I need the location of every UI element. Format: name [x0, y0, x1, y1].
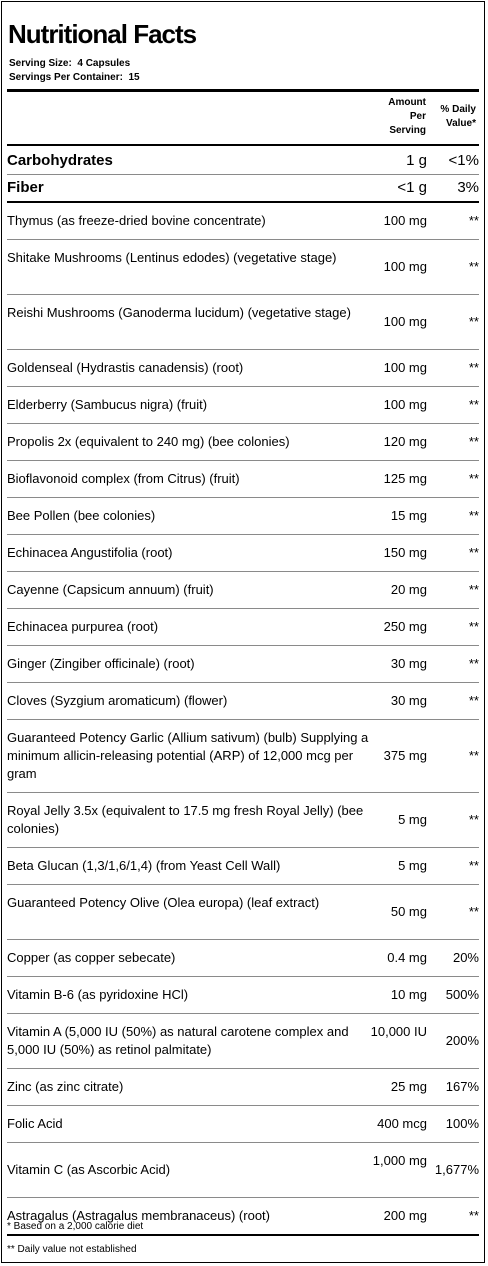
ingredient-row — [7, 295, 479, 349]
macro-row — [7, 148, 479, 174]
nutrient-name: Ginger (Zingiber officinale) (root) — [7, 656, 195, 671]
nutrient-amount: 100 mg — [383, 314, 427, 329]
servings-per-container: Servings Per Container: 15 — [9, 72, 140, 83]
nutrient-amount: 5 mg — [398, 812, 427, 827]
nutrient-daily-value: ** — [468, 748, 479, 763]
nutrient-daily-value: ** — [468, 619, 479, 634]
nutrient-name: Cloves (Syzgium aromaticum) (flower) — [7, 693, 228, 708]
ingredient-row — [7, 387, 479, 423]
nutrient-name: Zinc (as zinc citrate) — [7, 1079, 124, 1094]
nutrient-name: Astragalus (Astragalus membranaceus) (root) — [7, 1208, 270, 1223]
nutrient-name: Carbohydrates — [7, 152, 113, 169]
nutrient-name: Guaranteed Potency Olive (Olea europa) (leaf extract) — [7, 895, 320, 910]
nutrient-name: Goldenseal (Hydrastis canadensis) (root) — [7, 360, 244, 375]
ingredient-row — [7, 940, 479, 976]
nutrient-amount: 100 mg — [383, 259, 427, 274]
nutrient-name: Echinacea Angustifolia (root) — [7, 545, 173, 560]
nutrient-amount: 375 mg — [383, 748, 427, 763]
nutrient-daily-value: 3% — [457, 179, 479, 196]
nutrient-daily-value: ** — [468, 213, 479, 228]
footnote-not-established: ** Daily value not established — [7, 1244, 137, 1255]
ingredient-row — [7, 977, 479, 1013]
nutrient-amount: 100 mg — [383, 360, 427, 375]
ingredient-row — [7, 240, 479, 294]
nutrient-amount: <1 g — [397, 179, 427, 196]
nutrient-name: Folic Acid — [7, 1116, 63, 1131]
nutrient-name: Echinacea purpurea (root) — [7, 619, 159, 634]
nutrient-name: Thymus (as freeze-dried bovine concentrate) — [7, 213, 266, 228]
nutrient-daily-value: ** — [468, 397, 479, 412]
nutrient-name: Bioflavonoid complex (from Citrus) (fruit) — [7, 471, 240, 486]
nutrient-amount: 30 mg — [390, 656, 427, 671]
nutrient-name: Propolis 2x (equivalent to 240 mg) (bee colonies) — [7, 434, 290, 449]
nutrient-name: Royal Jelly 3.5x (equivalent to 17.5 mg fresh Royal Jelly) (bee colonies) — [7, 803, 364, 836]
nutrient-daily-value: ** — [468, 582, 479, 597]
nutrient-daily-value: 100% — [445, 1116, 479, 1131]
ingredient-row — [7, 350, 479, 386]
ingredient-row — [7, 848, 479, 884]
nutrient-name: Elderberry (Sambucus nigra) (fruit) — [7, 397, 208, 412]
ingredient-row — [7, 203, 479, 239]
ingredient-row — [7, 1143, 479, 1197]
nutrient-daily-value: ** — [468, 259, 479, 274]
nutrient-daily-value: 200% — [445, 1033, 479, 1048]
nutrient-name: Shitake Mushrooms (Lentinus edodes) (vegetative stage) — [7, 250, 337, 265]
ingredient-row — [7, 793, 479, 847]
macro-row — [7, 175, 479, 201]
nutrient-daily-value: ** — [468, 360, 479, 375]
nutrient-amount: 0.4 mg — [387, 950, 427, 965]
nutrient-amount: 25 mg — [390, 1079, 427, 1094]
row-divider — [7, 1234, 479, 1236]
nutrient-daily-value: ** — [468, 545, 479, 560]
nutrient-daily-value: ** — [468, 904, 479, 919]
nutrient-amount: 50 mg — [390, 904, 427, 919]
ingredient-row — [7, 535, 479, 571]
ingredient-row — [7, 1014, 479, 1068]
nutrient-amount: 250 mg — [383, 619, 427, 634]
ingredient-row — [7, 461, 479, 497]
ingredient-row — [7, 572, 479, 608]
nutrient-amount: 10 mg — [390, 987, 427, 1002]
nutrient-amount: 200 mg — [383, 1208, 427, 1223]
nutrient-daily-value: 500% — [445, 987, 479, 1002]
nutrient-name: Vitamin C (as Ascorbic Acid) — [7, 1162, 171, 1177]
nutrient-daily-value: 20% — [452, 950, 479, 965]
ingredient-row — [7, 885, 479, 939]
nutrient-daily-value: ** — [468, 508, 479, 523]
nutrient-daily-value: ** — [468, 693, 479, 708]
nutrient-amount: 1 g — [406, 152, 427, 169]
nutrient-amount: 100 mg — [383, 213, 427, 228]
nutrient-amount: 5 mg — [398, 858, 427, 873]
nutrient-daily-value: 167% — [445, 1079, 479, 1094]
header-daily-value: % Daily Value* — [440, 104, 476, 129]
nutrient-daily-value: ** — [468, 471, 479, 486]
nutrient-amount: 20 mg — [390, 582, 427, 597]
divider-header — [7, 144, 479, 146]
nutrient-daily-value: ** — [468, 656, 479, 671]
footnote-calorie: * Based on a 2,000 calorie diet — [7, 1221, 144, 1232]
ingredient-row — [7, 1106, 479, 1142]
panel-title: Nutritional Facts — [8, 19, 197, 49]
ingredient-row — [7, 720, 479, 792]
nutrient-name: Beta Glucan (1,3/1,6/1,4) (from Yeast Cell Wall) — [7, 858, 281, 873]
ingredient-row — [7, 1069, 479, 1105]
nutrient-daily-value: ** — [468, 812, 479, 827]
nutrient-name: Cayenne (Capsicum annuum) (fruit) — [7, 582, 214, 597]
nutrient-name: Vitamin A (5,000 IU (50%) as natural carotene complex and 5,000 IU (50%) as retinol palmitate) — [7, 1024, 349, 1057]
nutrient-daily-value: ** — [468, 858, 479, 873]
nutrient-name: Bee Pollen (bee colonies) — [7, 508, 156, 523]
nutrient-name: Copper (as copper sebecate) — [7, 950, 176, 965]
nutrient-amount: 10,000 IU — [370, 1024, 427, 1039]
serving-size: Serving Size: 4 Capsules — [9, 58, 131, 69]
nutrient-daily-value: <1% — [448, 152, 479, 169]
nutrient-amount: 15 mg — [390, 508, 427, 523]
nutrition-facts-panel — [1, 1, 485, 1263]
divider-thick — [7, 89, 479, 92]
nutrient-amount: 400 mcg — [377, 1116, 427, 1131]
header-amount-per-serving: Amount Per Serving — [388, 97, 426, 136]
ingredient-row — [7, 424, 479, 460]
nutrient-daily-value: ** — [468, 434, 479, 449]
nutrient-daily-value: ** — [468, 314, 479, 329]
ingredient-row — [7, 683, 479, 719]
ingredient-row — [7, 646, 479, 682]
nutrient-name: Reishi Mushrooms (Ganoderma lucidum) (vegetative stage) — [7, 305, 351, 320]
nutrient-daily-value: ** — [468, 1208, 479, 1223]
nutrient-amount: 150 mg — [383, 545, 427, 560]
ingredient-row — [7, 498, 479, 534]
ingredient-row — [7, 609, 479, 645]
nutrient-daily-value: 1,677% — [434, 1162, 479, 1177]
nutrient-amount: 100 mg — [383, 397, 427, 412]
nutrient-amount: 125 mg — [383, 471, 427, 486]
nutrient-amount: 120 mg — [383, 434, 427, 449]
nutrient-name: Vitamin B-6 (as pyridoxine HCl) — [7, 987, 189, 1002]
nutrient-name: Guaranteed Potency Garlic (Allium sativum) (bulb) Supplying a minimum allicin-releasing potential (ARP) of 12,000 mcg per gram — [7, 730, 369, 781]
nutrient-name: Fiber — [7, 179, 44, 196]
nutrient-amount: 30 mg — [390, 693, 427, 708]
nutrient-amount: 1,000 mg — [372, 1153, 427, 1168]
